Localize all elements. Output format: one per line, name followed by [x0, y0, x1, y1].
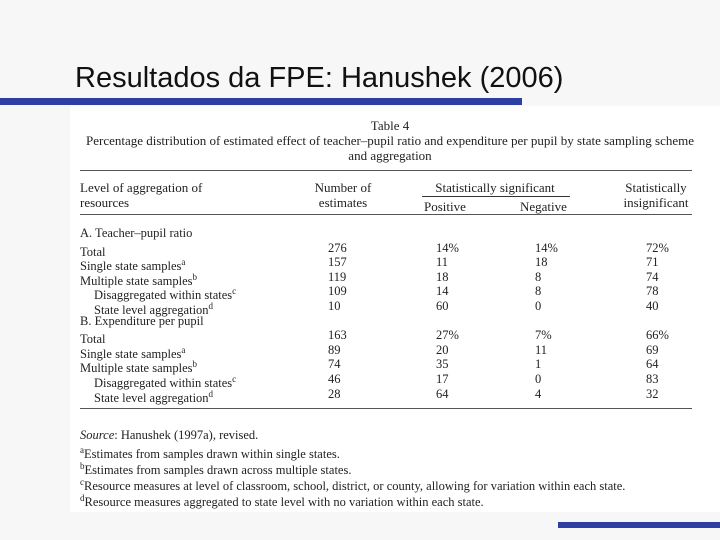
row-label-text: Single state samples [80, 346, 182, 361]
row-label-text: State level aggregation [94, 303, 209, 318]
cell-negative: 0 [535, 372, 542, 386]
source-label: Source [80, 428, 115, 442]
cell-positive: 14 [436, 284, 449, 299]
section-label: B. Expenditure per pupil [80, 313, 204, 328]
footnote-text: Resource measures at level of classroom, school, district, or county, allowing for variation within each state. [84, 479, 626, 494]
cell-insignificant: 83 [646, 372, 659, 386]
cell-insignificant: 72% [646, 240, 669, 255]
header-significant: Statistically significant [435, 180, 555, 195]
cell-negative: 8 [535, 269, 542, 284]
title-underline-bar [0, 98, 522, 105]
footnote-mark: b [80, 461, 85, 471]
cell-number: 119 [328, 269, 347, 284]
footnote-mark: d [208, 301, 214, 311]
cell-number: 276 [328, 240, 347, 255]
cell-positive: 27% [436, 328, 459, 343]
significant-rule [422, 196, 570, 197]
cell-negative: 14% [535, 240, 558, 255]
cell-number: 163 [328, 328, 347, 343]
cell-insignificant: 71 [646, 255, 659, 270]
cell-positive: 35 [436, 357, 449, 372]
footnote-mark: a [80, 445, 84, 455]
cell-number: 46 [328, 372, 341, 386]
row-label-text: Disaggregated within states [94, 376, 233, 391]
source-line [80, 428, 258, 443]
cell-insignificant: 74 [646, 269, 659, 284]
bottom-accent-bar [558, 522, 720, 528]
footnote [80, 491, 484, 510]
table-caption: Percentage distribution of estimated effect of teacher–pupil ratio and expenditure per pupil by state sampling scheme and aggregation [85, 133, 695, 163]
cell-positive: 11 [436, 255, 449, 270]
cell-negative: 7% [535, 328, 552, 343]
footnote-text: Resource measures aggregated to state level with no variation within each state. [84, 495, 484, 510]
cell-number: 28 [328, 386, 341, 401]
cell-positive: 17 [436, 372, 449, 386]
cell-number: 109 [328, 284, 347, 299]
footnote-mark: b [192, 359, 197, 370]
cell-number: 157 [328, 255, 347, 270]
cell-positive: 14% [436, 240, 459, 255]
cell-insignificant: 66% [646, 328, 669, 343]
source-text: : Hanushek (1997a), revised. [114, 428, 259, 442]
row-label [94, 387, 213, 406]
row-label-text: Multiple state samples [80, 361, 193, 376]
row-label-text: Multiple state samples [80, 273, 193, 288]
cell-negative: 4 [535, 386, 542, 401]
cell-positive: 20 [436, 342, 449, 357]
header-number: Number of estimates [314, 180, 372, 210]
row-label-text: Total [80, 244, 106, 259]
section-label: A. Teacher–pupil ratio [80, 226, 193, 240]
header-rule [80, 214, 692, 215]
cell-negative: 8 [535, 284, 542, 299]
cell-positive: 64 [436, 386, 449, 401]
footnote-mark: c [232, 286, 237, 297]
header-negative: Negative [520, 199, 567, 214]
row-label-text: Disaggregated within states [94, 288, 233, 303]
cell-number: 74 [328, 357, 341, 372]
footnote-mark: c [232, 374, 237, 384]
footnote-mark: a [181, 344, 186, 355]
footnote-mark: d [208, 388, 214, 399]
header-positive: Positive [424, 199, 466, 214]
footnote-text: Estimates from samples drawn within single states. [84, 447, 340, 462]
cell-positive: 18 [436, 269, 449, 284]
cell-negative: 11 [535, 342, 548, 357]
cell-number: 10 [328, 299, 341, 313]
cell-negative: 1 [535, 357, 542, 372]
header-insignificant: Statistically insignificant [623, 180, 689, 210]
cell-insignificant: 64 [646, 357, 659, 372]
cell-positive: 60 [436, 299, 449, 313]
footnote-mark: b [192, 271, 197, 282]
cell-insignificant: 78 [646, 284, 659, 299]
table-number: Table 4 [370, 118, 410, 133]
cell-insignificant: 69 [646, 342, 659, 357]
row-label-text: Single state samples [80, 259, 182, 274]
cell-negative: 18 [535, 255, 548, 270]
top-rule [80, 170, 692, 171]
footnote-text: Estimates from samples drawn across multiple states. [84, 463, 352, 478]
header-level: Level of aggregation of resources [80, 180, 203, 210]
cell-number: 89 [328, 342, 341, 357]
cell-negative: 0 [535, 299, 542, 313]
cell-insignificant: 40 [646, 299, 659, 313]
bottom-rule [80, 408, 692, 409]
footnote-mark: d [80, 493, 85, 503]
cell-insignificant: 32 [646, 386, 659, 401]
footnote-mark: a [181, 257, 186, 268]
row-label-text: Total [80, 332, 106, 347]
row-label-text: State level aggregation [94, 390, 209, 405]
footnote-mark: c [80, 477, 84, 487]
slide-title: Resultados da FPE: Hanushek (2006) [75, 62, 564, 94]
